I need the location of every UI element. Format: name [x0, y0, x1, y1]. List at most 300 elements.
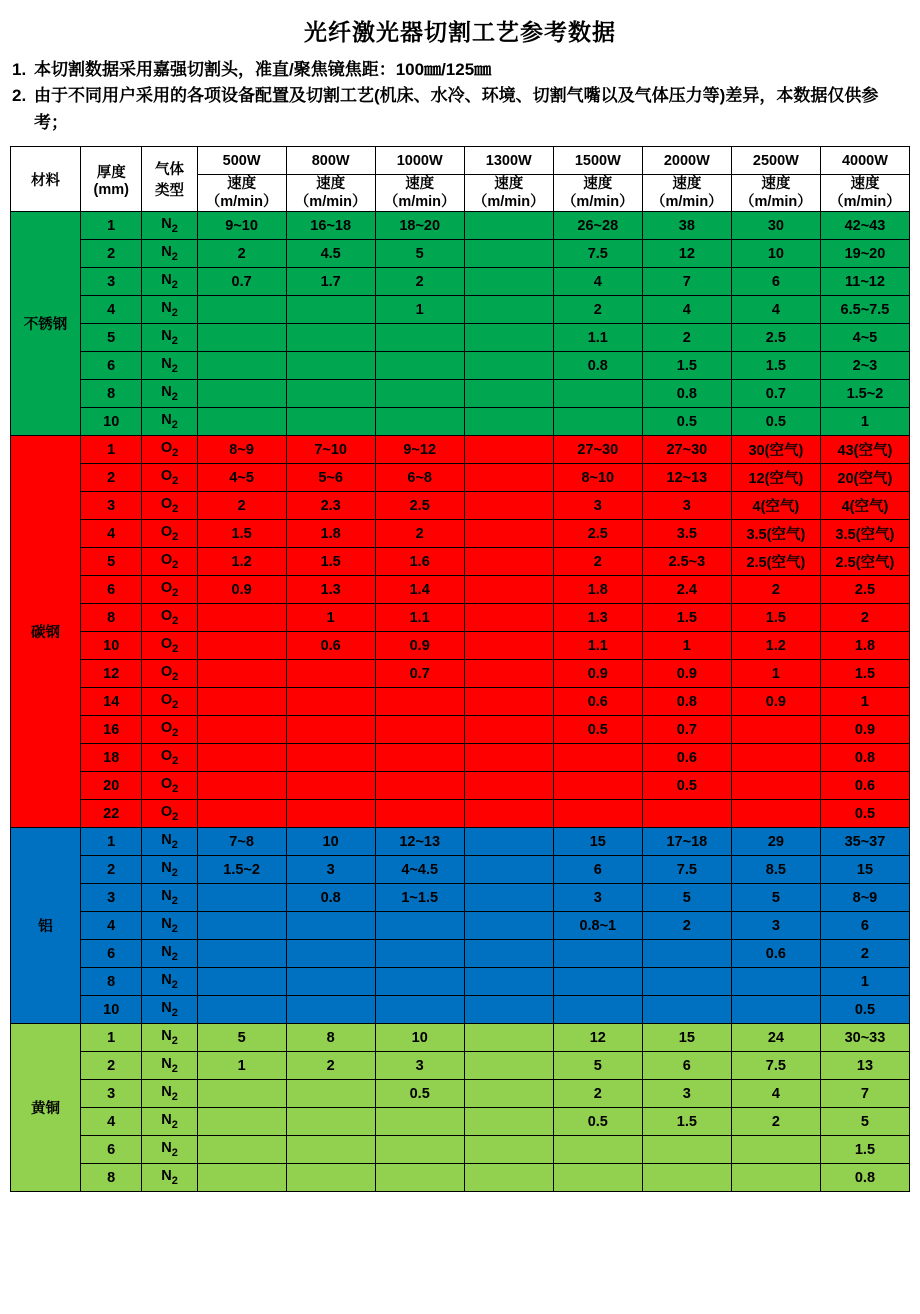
speed-cell-2500w: 3.5(空气) [731, 520, 820, 548]
speed-cell-2000w: 17~18 [642, 828, 731, 856]
header-speed-line2: （m/min） [561, 194, 634, 211]
header-thickness [80, 147, 141, 212]
speed-cell-2500w [731, 772, 820, 800]
speed-cell-1300w [464, 352, 553, 380]
gas-subscript: 2 [171, 391, 178, 404]
material-cell: 铝 [11, 828, 81, 1024]
speed-cell-800w [286, 996, 375, 1024]
speed-cell-2500w: 0.5 [731, 408, 820, 436]
thickness-cell: 6 [80, 352, 141, 380]
speed-cell-800w [286, 772, 375, 800]
speed-cell-2500w: 30(空气) [731, 436, 820, 464]
header-speed-line2: （m/min） [472, 194, 545, 211]
speed-cell-4000w: 1 [820, 408, 909, 436]
speed-cell-1000w: 9~12 [375, 436, 464, 464]
speed-cell-1000w: 0.9 [375, 632, 464, 660]
table-row [11, 828, 910, 856]
header-speed-line2: （m/min） [650, 194, 723, 211]
speed-cell-2500w: 1.5 [731, 352, 820, 380]
table-row [11, 968, 910, 996]
speed-cell-4000w: 42~43 [820, 212, 909, 240]
speed-cell-500w: 4~5 [197, 464, 286, 492]
speed-cell-4000w: 6 [820, 912, 909, 940]
thickness-cell: 3 [80, 492, 141, 520]
speed-cell-2500w: 4(空气) [731, 492, 820, 520]
speed-cell-2000w: 1.5 [642, 352, 731, 380]
header-speed-1000w [375, 175, 464, 212]
thickness-cell: 4 [80, 912, 141, 940]
header-power-500w: 500W [197, 147, 286, 175]
speed-cell-1500w [553, 940, 642, 968]
gas-subscript: 2 [171, 1091, 178, 1104]
speed-cell-1500w: 27~30 [553, 436, 642, 464]
table-row [11, 1024, 910, 1052]
speed-cell-500w [197, 800, 286, 828]
thickness-cell: 16 [80, 716, 141, 744]
material-cell: 碳钢 [11, 436, 81, 828]
speed-cell-1000w [375, 968, 464, 996]
speed-cell-1500w: 0.9 [553, 660, 642, 688]
page-title: 光纤激光器切割工艺参考数据 [304, 19, 616, 45]
speed-cell-2000w: 0.8 [642, 380, 731, 408]
header-speed-line1: 速度 [494, 176, 524, 193]
speed-cell-1500w [553, 408, 642, 436]
speed-cell-2000w: 3 [642, 1080, 731, 1108]
speed-cell-2500w: 0.6 [731, 940, 820, 968]
gas-cell: $N_2$ [142, 968, 197, 996]
speed-cell-500w: 1.2 [197, 548, 286, 576]
speed-cell-1300w [464, 688, 553, 716]
thickness-cell: 6 [80, 940, 141, 968]
note-number: 2. [12, 86, 27, 106]
header-speed-line2: （m/min） [294, 194, 367, 211]
speed-cell-1500w: 3 [553, 492, 642, 520]
header-speed-1500w [553, 175, 642, 212]
speed-cell-1500w: 1.8 [553, 576, 642, 604]
gas-cell: $O_2$ [142, 800, 197, 828]
speed-cell-2000w: 0.5 [642, 408, 731, 436]
speed-cell-4000w: 1.5 [820, 660, 909, 688]
table-row [11, 324, 910, 352]
gas-cell: $N_2$ [142, 324, 197, 352]
gas-subscript: 2 [172, 615, 179, 628]
thickness-cell: 6 [80, 1136, 141, 1164]
speed-cell-2500w [731, 968, 820, 996]
table-row [11, 1136, 910, 1164]
speed-cell-2500w: 10 [731, 240, 820, 268]
speed-cell-1500w: 0.5 [553, 1108, 642, 1136]
gas-subscript: 2 [171, 223, 178, 236]
speed-cell-2000w: 12~13 [642, 464, 731, 492]
speed-cell-4000w: 2 [820, 940, 909, 968]
speed-cell-500w [197, 884, 286, 912]
speed-cell-1500w: 0.5 [553, 716, 642, 744]
speed-cell-1500w: 5 [553, 1052, 642, 1080]
speed-cell-2500w [731, 1164, 820, 1192]
gas-subscript: 2 [171, 839, 178, 852]
gas-cell: $N_2$ [142, 240, 197, 268]
speed-cell-800w [286, 408, 375, 436]
header-speed-800w [286, 175, 375, 212]
thickness-cell: 2 [80, 1052, 141, 1080]
speed-cell-2000w: 0.6 [642, 744, 731, 772]
speed-cell-800w: 5~6 [286, 464, 375, 492]
thickness-cell: 5 [80, 324, 141, 352]
table-row [11, 408, 910, 436]
gas-cell: $N_2$ [142, 940, 197, 968]
thickness-cell: 10 [80, 996, 141, 1024]
speed-cell-1500w: 0.6 [553, 688, 642, 716]
speed-cell-4000w: 8~9 [820, 884, 909, 912]
speed-cell-1000w [375, 324, 464, 352]
speed-cell-800w: 7~10 [286, 436, 375, 464]
speed-cell-1000w: 2.5 [375, 492, 464, 520]
speed-cell-1500w: 6 [553, 856, 642, 884]
speed-cell-1000w [375, 352, 464, 380]
speed-cell-1300w [464, 268, 553, 296]
thickness-cell: 6 [80, 576, 141, 604]
gas-subscript: 2 [171, 307, 178, 320]
speed-cell-500w: 7~8 [197, 828, 286, 856]
speed-cell-2500w: 29 [731, 828, 820, 856]
speed-cell-4000w: 0.9 [820, 716, 909, 744]
header-material: 材料 [11, 147, 81, 212]
speed-cell-500w [197, 772, 286, 800]
gas-subscript: 2 [172, 699, 179, 712]
header-power-1300w: 1300W [464, 147, 553, 175]
speed-cell-1500w [553, 800, 642, 828]
thickness-cell: 1 [80, 436, 141, 464]
header-speed-line1: 速度 [761, 176, 791, 193]
speed-cell-1300w [464, 632, 553, 660]
gas-cell: $O_2$ [142, 520, 197, 548]
speed-cell-1300w [464, 800, 553, 828]
gas-subscript: 2 [172, 587, 179, 600]
table-body [11, 212, 910, 1192]
speed-cell-2500w: 12(空气) [731, 464, 820, 492]
speed-cell-800w [286, 744, 375, 772]
header-power-4000w: 4000W [820, 147, 909, 175]
notes-block [12, 57, 910, 136]
speed-cell-4000w: 1.5 [820, 1136, 909, 1164]
note-item [12, 83, 910, 136]
speed-cell-2500w [731, 716, 820, 744]
gas-cell: $N_2$ [142, 1080, 197, 1108]
gas-subscript: 2 [171, 895, 178, 908]
gas-subscript: 2 [172, 811, 179, 824]
speed-cell-800w [286, 352, 375, 380]
speed-cell-1500w [553, 744, 642, 772]
thickness-cell: 20 [80, 772, 141, 800]
speed-cell-1500w [553, 968, 642, 996]
speed-cell-1000w [375, 800, 464, 828]
header-power-800w: 800W [286, 147, 375, 175]
speed-cell-1500w: 1.3 [553, 604, 642, 632]
speed-cell-500w: 1.5 [197, 520, 286, 548]
speed-cell-2000w: 5 [642, 884, 731, 912]
speed-cell-2000w: 1.5 [642, 604, 731, 632]
gas-subscript: 2 [172, 531, 179, 544]
speed-cell-4000w: 3.5(空气) [820, 520, 909, 548]
header-row-power [11, 147, 910, 175]
gas-subscript: 2 [171, 1007, 178, 1020]
speed-cell-1300w [464, 548, 553, 576]
speed-cell-800w [286, 296, 375, 324]
speed-cell-800w [286, 968, 375, 996]
speed-cell-800w: 1 [286, 604, 375, 632]
speed-cell-1500w: 2 [553, 548, 642, 576]
speed-cell-800w [286, 1108, 375, 1136]
header-power-1000w: 1000W [375, 147, 464, 175]
thickness-cell: 8 [80, 604, 141, 632]
speed-cell-1300w [464, 380, 553, 408]
speed-cell-800w [286, 324, 375, 352]
speed-cell-4000w: 30~33 [820, 1024, 909, 1052]
speed-cell-1500w: 3 [553, 884, 642, 912]
gas-cell: $N_2$ [142, 1024, 197, 1052]
speed-cell-4000w: 0.8 [820, 1164, 909, 1192]
gas-subscript: 2 [172, 783, 179, 796]
table-row [11, 296, 910, 324]
speed-cell-4000w: 7 [820, 1080, 909, 1108]
speed-cell-800w [286, 940, 375, 968]
speed-cell-4000w: 4~5 [820, 324, 909, 352]
speed-cell-800w: 1.7 [286, 268, 375, 296]
speed-cell-1300w [464, 744, 553, 772]
speed-cell-1300w [464, 324, 553, 352]
speed-cell-1300w [464, 436, 553, 464]
gas-subscript: 2 [172, 559, 179, 572]
speed-cell-500w [197, 380, 286, 408]
speed-cell-4000w: 2 [820, 604, 909, 632]
speed-cell-2000w: 1 [642, 632, 731, 660]
speed-cell-2500w: 7.5 [731, 1052, 820, 1080]
gas-cell: $N_2$ [142, 1136, 197, 1164]
gas-cell: $O_2$ [142, 436, 197, 464]
speed-cell-1300w [464, 1108, 553, 1136]
speed-cell-2500w: 4 [731, 296, 820, 324]
table-row [11, 1080, 910, 1108]
speed-cell-2000w: 7.5 [642, 856, 731, 884]
speed-cell-500w [197, 1136, 286, 1164]
speed-cell-1500w [553, 772, 642, 800]
speed-cell-1000w [375, 912, 464, 940]
speed-cell-1000w [375, 380, 464, 408]
header-gas [142, 147, 197, 212]
thickness-cell: 8 [80, 968, 141, 996]
gas-cell: $N_2$ [142, 212, 197, 240]
speed-cell-1300w [464, 772, 553, 800]
speed-cell-1500w [553, 380, 642, 408]
thickness-cell: 3 [80, 1080, 141, 1108]
speed-cell-2500w: 0.9 [731, 688, 820, 716]
gas-cell: $O_2$ [142, 688, 197, 716]
speed-cell-2000w: 12 [642, 240, 731, 268]
gas-cell: $N_2$ [142, 1164, 197, 1192]
speed-cell-1500w [553, 1164, 642, 1192]
speed-cell-4000w: 15 [820, 856, 909, 884]
speed-cell-1300w [464, 520, 553, 548]
speed-cell-1500w: 8~10 [553, 464, 642, 492]
cutting-parameters-table [10, 146, 910, 1192]
gas-subscript: 2 [171, 1035, 178, 1048]
speed-cell-4000w: 1.8 [820, 632, 909, 660]
speed-cell-800w [286, 716, 375, 744]
table-row [11, 1108, 910, 1136]
thickness-cell: 1 [80, 828, 141, 856]
speed-cell-1300w [464, 212, 553, 240]
table-row [11, 744, 910, 772]
gas-cell: $O_2$ [142, 716, 197, 744]
speed-cell-500w [197, 716, 286, 744]
gas-cell: $N_2$ [142, 296, 197, 324]
speed-cell-1000w [375, 408, 464, 436]
speed-cell-1000w [375, 744, 464, 772]
speed-cell-1000w [375, 1136, 464, 1164]
speed-cell-2000w [642, 800, 731, 828]
speed-cell-2000w: 2 [642, 324, 731, 352]
thickness-cell: 10 [80, 632, 141, 660]
speed-cell-1000w: 18~20 [375, 212, 464, 240]
speed-cell-4000w: 0.5 [820, 800, 909, 828]
speed-cell-4000w: 2.5(空气) [820, 548, 909, 576]
speed-cell-500w: 8~9 [197, 436, 286, 464]
speed-cell-2500w: 1.2 [731, 632, 820, 660]
thickness-cell: 4 [80, 520, 141, 548]
speed-cell-800w [286, 688, 375, 716]
header-gas-line2: 类型 [155, 183, 185, 200]
table-row [11, 436, 910, 464]
speed-cell-1300w [464, 884, 553, 912]
speed-cell-1300w [464, 604, 553, 632]
speed-cell-800w [286, 912, 375, 940]
speed-cell-1500w: 2 [553, 1080, 642, 1108]
header-gas-line1: 气体 [155, 162, 185, 179]
speed-cell-800w: 0.8 [286, 884, 375, 912]
speed-cell-2000w: 2 [642, 912, 731, 940]
thickness-cell: 14 [80, 688, 141, 716]
header-speed-line1: 速度 [672, 176, 702, 193]
speed-cell-1000w: 12~13 [375, 828, 464, 856]
speed-cell-800w: 1.5 [286, 548, 375, 576]
speed-cell-500w [197, 1108, 286, 1136]
speed-cell-2500w: 0.7 [731, 380, 820, 408]
speed-cell-500w [197, 408, 286, 436]
table-row [11, 492, 910, 520]
speed-cell-1000w: 6~8 [375, 464, 464, 492]
gas-cell: $O_2$ [142, 464, 197, 492]
gas-subscript: 2 [171, 923, 178, 936]
header-speed-2000w [642, 175, 731, 212]
header-thickness-line1: 厚度 [96, 164, 126, 181]
gas-cell: $N_2$ [142, 352, 197, 380]
table-row [11, 772, 910, 800]
speed-cell-800w [286, 800, 375, 828]
speed-cell-1300w [464, 1024, 553, 1052]
speed-cell-2500w: 2 [731, 1108, 820, 1136]
speed-cell-1300w [464, 408, 553, 436]
speed-cell-1500w: 15 [553, 828, 642, 856]
speed-cell-1300w [464, 940, 553, 968]
speed-cell-1300w [464, 716, 553, 744]
speed-cell-4000w: 0.6 [820, 772, 909, 800]
speed-cell-2500w: 2.5(空气) [731, 548, 820, 576]
thickness-cell: 10 [80, 408, 141, 436]
speed-cell-2500w: 6 [731, 268, 820, 296]
header-speed-line2: （m/min） [205, 194, 278, 211]
speed-cell-2000w [642, 996, 731, 1024]
speed-cell-800w [286, 1136, 375, 1164]
table-row [11, 1164, 910, 1192]
speed-cell-4000w: 5 [820, 1108, 909, 1136]
speed-cell-1500w: 2.5 [553, 520, 642, 548]
speed-cell-800w: 1.8 [286, 520, 375, 548]
thickness-cell: 8 [80, 380, 141, 408]
speed-cell-1000w [375, 1108, 464, 1136]
speed-cell-2000w: 0.8 [642, 688, 731, 716]
speed-cell-500w [197, 324, 286, 352]
table-row [11, 884, 910, 912]
header-speed-line1: 速度 [583, 176, 613, 193]
gas-subscript: 2 [171, 1063, 178, 1076]
gas-subscript: 2 [172, 727, 179, 740]
speed-cell-1000w: 0.7 [375, 660, 464, 688]
gas-subscript: 2 [171, 279, 178, 292]
gas-cell: $O_2$ [142, 576, 197, 604]
table-row [11, 1052, 910, 1080]
gas-subscript: 2 [172, 671, 179, 684]
speed-cell-2000w: 4 [642, 296, 731, 324]
speed-cell-500w [197, 744, 286, 772]
speed-cell-1300w [464, 296, 553, 324]
speed-cell-800w: 4.5 [286, 240, 375, 268]
speed-cell-1000w: 0.5 [375, 1080, 464, 1108]
speed-cell-2000w: 2.5~3 [642, 548, 731, 576]
speed-cell-1000w: 2 [375, 520, 464, 548]
thickness-cell: 12 [80, 660, 141, 688]
gas-subscript: 2 [171, 335, 178, 348]
speed-cell-500w [197, 296, 286, 324]
speed-cell-1300w [464, 968, 553, 996]
speed-cell-2000w [642, 968, 731, 996]
speed-cell-2000w: 1.5 [642, 1108, 731, 1136]
speed-cell-1500w: 1.1 [553, 632, 642, 660]
header-speed-line1: 速度 [405, 176, 435, 193]
thickness-cell: 4 [80, 1108, 141, 1136]
gas-cell: $N_2$ [142, 380, 197, 408]
speed-cell-2000w: 27~30 [642, 436, 731, 464]
header-speed-500w [197, 175, 286, 212]
speed-cell-800w: 2 [286, 1052, 375, 1080]
gas-cell: $N_2$ [142, 856, 197, 884]
speed-cell-4000w: 1 [820, 968, 909, 996]
table-row [11, 912, 910, 940]
speed-cell-500w [197, 632, 286, 660]
speed-cell-1000w [375, 716, 464, 744]
speed-cell-4000w: 1.5~2 [820, 380, 909, 408]
gas-subscript: 2 [171, 951, 178, 964]
speed-cell-1300w [464, 828, 553, 856]
speed-cell-800w [286, 660, 375, 688]
speed-cell-4000w: 35~37 [820, 828, 909, 856]
table-row [11, 688, 910, 716]
gas-cell: $O_2$ [142, 744, 197, 772]
speed-cell-800w: 10 [286, 828, 375, 856]
speed-cell-2500w: 5 [731, 884, 820, 912]
speed-cell-2500w: 2 [731, 576, 820, 604]
thickness-cell: 2 [80, 856, 141, 884]
header-speed-line2: （m/min） [383, 194, 456, 211]
